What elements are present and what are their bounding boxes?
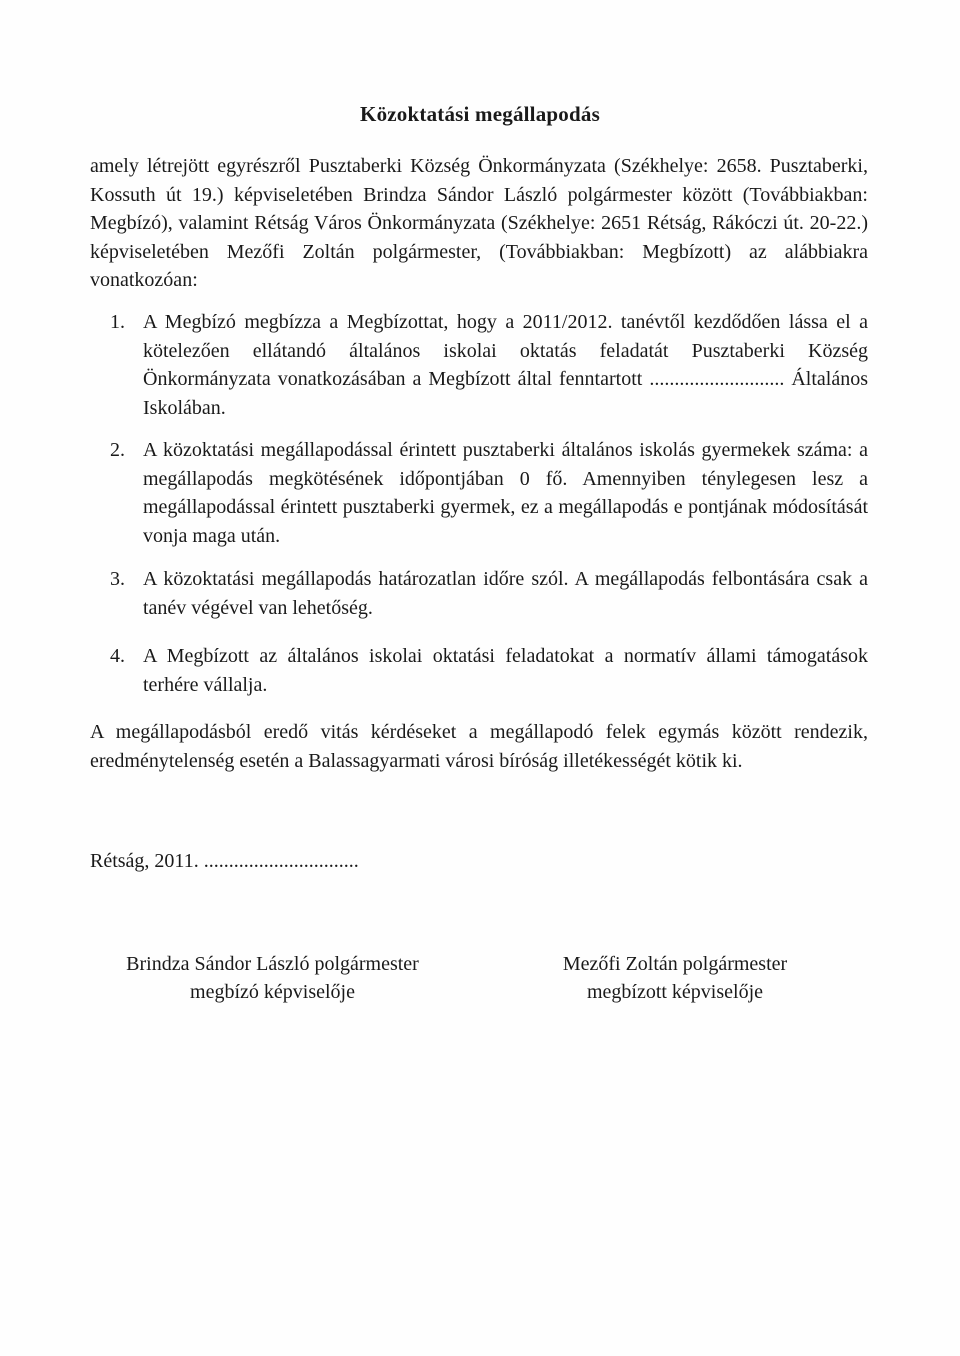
list-item (110, 565, 868, 622)
list-item (110, 308, 868, 422)
list-item-text: A közoktatási megállapodással érintett pusztaberki általános iskolás gyermekek száma: a megállapodás megkötésének időpontjában 0 fő. Amennyiben ténylegesen lesz a megállapodással érintett pusztaberki gyermek, ez a megállapodás e pontjának módosítását vonja maga után. (143, 439, 868, 547)
list-item-number: 4. (110, 645, 125, 667)
signatory-role: megbízó képviselője (190, 981, 355, 1003)
signatory-name: Brindza Sándor László polgármester (126, 953, 419, 975)
intro-paragraph: amely létrejött egyrészről Pusztaberki Község Önkormányzata (Székhelye: 2658. Pusztaberki, Kossuth út 19.) képviseletében Brindza Sándor László polgármester között (Továbbiakban: Megbízó), valamint Rétság Város Önkormányzata (Székhelye: 2651 Rétság, Rákóczi út. 20-22.) képviseletében Mezőfi Zoltán polgármester, (Továbbiakban: Megbízott) az alábbiakra vonatkozóan: (90, 155, 868, 291)
list-item-text: A Megbízó megbízza a Megbízottat, hogy a 2011/2012. tanévtől kezdődően lássa el a kötelezően ellátandó általános iskolai oktatás feladatát Pusztaberki Község Önkormányzata vonatkozásában a Megbízott által fenntartott ........................... Általános Iskolában. (143, 311, 868, 419)
place-and-date: Rétság, 2011. ............................... (90, 850, 359, 872)
signatory-name: Mezőfi Zoltán polgármester (562, 953, 788, 975)
signature-block-left (100, 950, 445, 1006)
signature-block-right (530, 950, 820, 1006)
list-item-text: A Megbízott az általános iskolai oktatási feladatokat a normatív állami támogatások terhére vállalja. (143, 645, 868, 696)
list-item (110, 436, 868, 550)
list-item-number: 1. (110, 311, 125, 333)
list-item-number: 2. (110, 439, 125, 461)
list-item-number: 3. (110, 568, 125, 590)
list-item-text: A közoktatási megállapodás határozatlan időre szól. A megállapodás felbontására csak a tanév végével van lehetőség. (143, 568, 868, 619)
list-item (110, 642, 868, 699)
closing-paragraph: A megállapodásból eredő vitás kérdéseket a megállapodó felek egymás között rendezik, eredménytelenség esetén a Balassagyarmati városi bíróság illetékességét kötik ki. (90, 721, 868, 772)
document-title: Közoktatási megállapodás (360, 102, 600, 126)
signatory-role: megbízott képviselője (586, 981, 764, 1003)
